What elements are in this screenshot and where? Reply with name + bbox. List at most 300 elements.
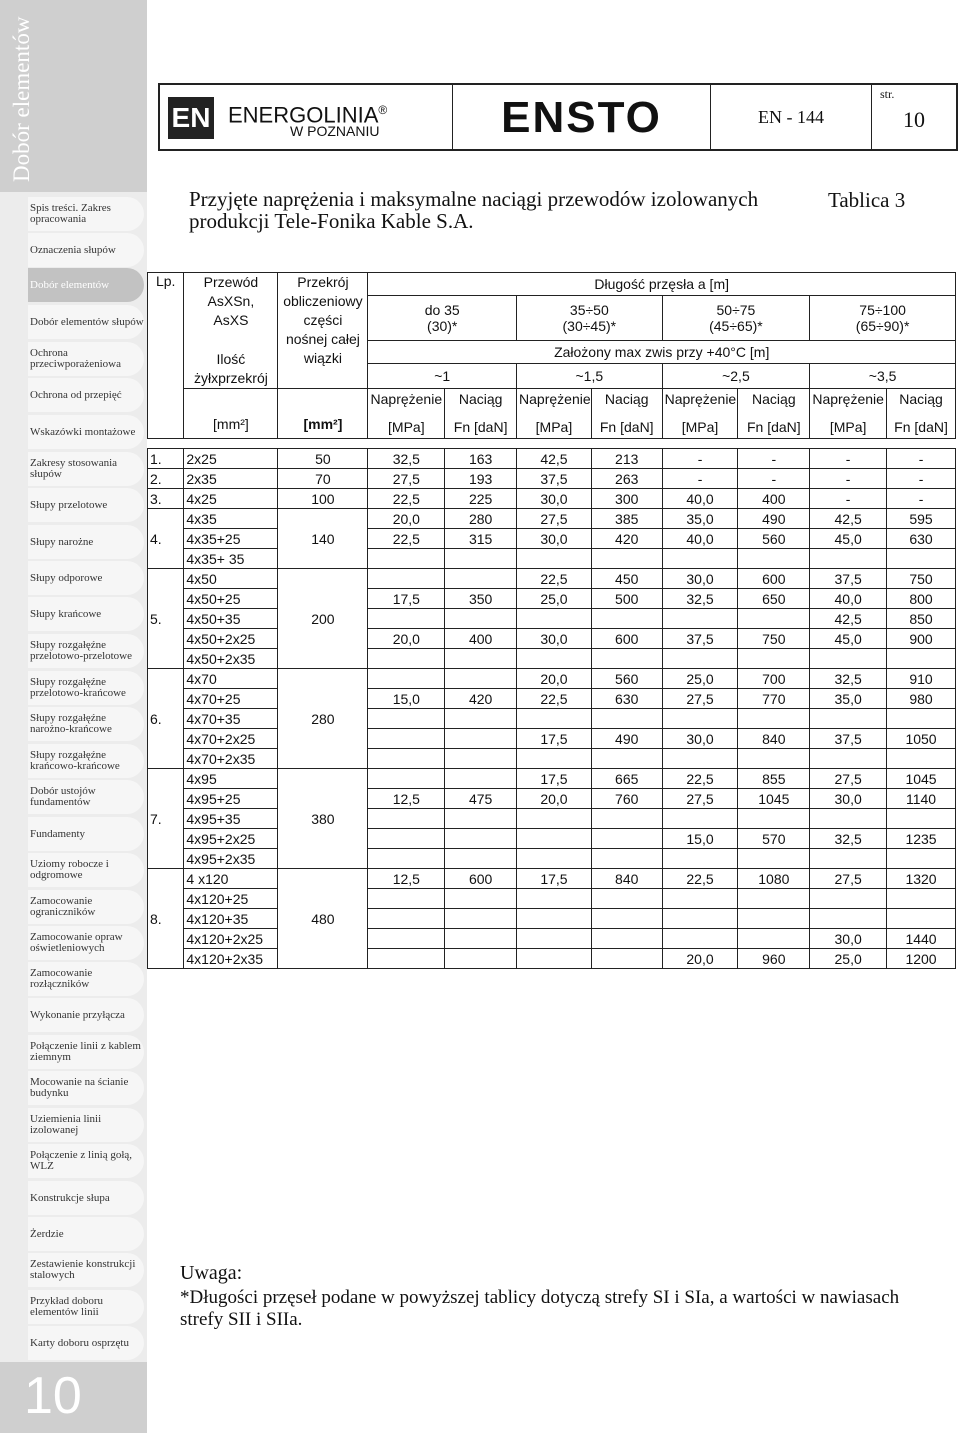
sidebar-item[interactable]: Wykonanie przyłącza <box>28 998 144 1032</box>
row-value: 350 <box>445 589 517 609</box>
row-przewod: 4x50+25 <box>184 589 278 609</box>
row-value: 37,5 <box>810 569 887 589</box>
span-2-alt: (30÷45)* <box>562 318 617 335</box>
row-value: 630 <box>887 529 956 549</box>
row-value <box>810 709 887 729</box>
row-value: - <box>887 489 956 509</box>
tension-table <box>147 272 956 969</box>
row-value <box>887 649 956 669</box>
sidebar-item[interactable]: Uziemienia linii izolowanej <box>28 1108 144 1142</box>
row-value <box>445 549 517 569</box>
unit-mpa: [MPa] <box>829 419 867 435</box>
row-value <box>368 709 445 729</box>
table-row <box>148 829 956 849</box>
row-przewod: 4x50 <box>184 569 278 589</box>
row-value: 315 <box>445 529 517 549</box>
row-value: 770 <box>738 689 810 709</box>
row-value <box>445 949 517 969</box>
sidebar-item[interactable]: Ochrona od przepięć <box>28 378 144 412</box>
row-value: 22,5 <box>662 769 738 789</box>
row-value: 600 <box>591 629 662 649</box>
table-row <box>148 769 956 789</box>
zwis-3: ~2,5 <box>662 364 810 389</box>
sidebar-item[interactable]: Żerdzie <box>28 1217 144 1251</box>
row-lp: 3. <box>148 489 184 509</box>
row-value: 35,0 <box>810 689 887 709</box>
header-zyl-text: żyłxprzekrój <box>193 370 268 386</box>
row-value <box>445 669 517 689</box>
sidebar-nav <box>0 0 147 1433</box>
row-value <box>517 889 592 909</box>
row-value: 27,5 <box>810 869 887 889</box>
row-value: 15,0 <box>662 829 738 849</box>
span-1-text: do 35 <box>424 302 460 319</box>
row-value: 17,5 <box>517 729 592 749</box>
row-przewod: 4x120+2x25 <box>184 929 278 949</box>
table-row <box>148 909 956 929</box>
sidebar-item[interactable]: Wskazówki montażowe <box>28 415 144 449</box>
table-row <box>148 869 956 889</box>
row-value <box>662 549 738 569</box>
zwis-1: ~1 <box>368 364 517 389</box>
table-row <box>148 889 956 909</box>
row-value: 20,0 <box>662 949 738 969</box>
header-span-1 <box>368 295 517 341</box>
sidebar-item[interactable]: Konstrukcje słupa <box>28 1181 144 1215</box>
row-lp: 8. <box>148 869 184 969</box>
row-value <box>738 709 810 729</box>
row-value <box>591 809 662 829</box>
row-value <box>445 849 517 869</box>
header-units-row <box>148 389 956 439</box>
header-naprezenie <box>662 389 738 439</box>
row-value <box>445 709 517 729</box>
note-text: *Długości przęseł podane w powyższej tablicy dotyczą strefy SI i SIa, a wartości w nawiasach strefy SII i SIIa. <box>180 1287 900 1330</box>
sidebar-item[interactable]: Słupy narożne <box>28 525 144 559</box>
sidebar-item[interactable]: Słupy rozgałęźne krańcowo-krańcowe <box>28 744 144 778</box>
row-value <box>738 889 810 909</box>
row-value <box>662 709 738 729</box>
sidebar-item[interactable]: Przykład doboru elementów linii <box>28 1290 144 1324</box>
row-value: 840 <box>591 869 662 889</box>
row-value: 12,5 <box>368 869 445 889</box>
company-subtitle: W POZNANIU <box>290 123 380 139</box>
row-value: - <box>662 449 738 469</box>
sidebar-item[interactable]: Zakresy stosowania słupów <box>28 452 144 486</box>
row-value <box>517 849 592 869</box>
row-value <box>591 749 662 769</box>
row-przekroj: 280 <box>278 669 368 769</box>
row-value <box>738 909 810 929</box>
header-naciag <box>591 389 662 439</box>
row-value <box>887 909 956 929</box>
row-value: 960 <box>738 949 810 969</box>
header-zwis: Założony max zwis przy +40°C [m] <box>368 341 956 364</box>
row-value <box>368 809 445 829</box>
row-value: 45,0 <box>810 529 887 549</box>
row-przewod: 4x50+35 <box>184 609 278 629</box>
sidebar-item[interactable]: Fundamenty <box>28 817 144 851</box>
header-mm2: [mm²] <box>278 389 368 439</box>
sidebar-item[interactable]: Dobór ustojów fundamentów <box>28 780 144 814</box>
row-przewod: 4x50+2x25 <box>184 629 278 649</box>
row-value: 27,5 <box>368 469 445 489</box>
row-value <box>887 549 956 569</box>
row-value: - <box>810 469 887 489</box>
sidebar-item[interactable]: Uziomy robocze i odgromowe <box>28 853 144 887</box>
sidebar-item[interactable]: Spis treści. Zakres opracowania <box>28 197 144 231</box>
naciag-label: Naciąg <box>604 391 649 407</box>
table-row <box>148 669 956 689</box>
sidebar-item[interactable]: Słupy rozgałęźne narożno-krańcowe <box>28 707 144 741</box>
row-value <box>810 749 887 769</box>
table-row <box>148 589 956 609</box>
row-value: 27,5 <box>517 509 592 529</box>
row-value: 25,0 <box>810 949 887 969</box>
row-value: 20,0 <box>517 789 592 809</box>
row-przewod: 4x70+2x35 <box>184 749 278 769</box>
row-value: 30,0 <box>517 629 592 649</box>
row-value <box>517 649 592 669</box>
row-value: - <box>887 449 956 469</box>
row-value: 840 <box>738 729 810 749</box>
note <box>180 1262 920 1331</box>
unit-fn: Fn [daN] <box>746 419 801 435</box>
sidebar-item[interactable]: Zamocowanie rozłączników <box>28 962 144 996</box>
unit-fn: Fn [daN] <box>453 419 508 435</box>
header-naprezenie <box>517 389 592 439</box>
row-value: 22,5 <box>517 689 592 709</box>
row-przewod: 4x35+25 <box>184 529 278 549</box>
row-value <box>445 569 517 589</box>
row-value <box>445 769 517 789</box>
note-title: Uwaga: <box>180 1262 243 1284</box>
row-lp: 2. <box>148 469 184 489</box>
row-value: 30,0 <box>662 569 738 589</box>
row-value: 595 <box>887 509 956 529</box>
header-naprezenie <box>810 389 887 439</box>
row-value <box>368 849 445 869</box>
header-naciag <box>887 389 956 439</box>
row-value <box>662 809 738 829</box>
row-value <box>887 709 956 729</box>
row-value: 1050 <box>887 729 956 749</box>
unit-fn: Fn [daN] <box>599 419 654 435</box>
row-przewod: 4x95+25 <box>184 789 278 809</box>
header-przewod <box>184 273 278 389</box>
row-value <box>810 809 887 829</box>
row-value <box>517 709 592 729</box>
row-value <box>591 649 662 669</box>
sidebar-item[interactable]: Zamocowanie opraw oświetleniowych <box>28 926 144 960</box>
row-value <box>662 649 738 669</box>
row-value <box>591 909 662 929</box>
naciag-label: Naciąg <box>899 391 943 407</box>
row-przekroj: 50 <box>278 449 368 469</box>
row-value <box>887 889 956 909</box>
sidebar-item[interactable]: Zamocowanie ograniczników <box>28 890 144 924</box>
table-row <box>148 629 956 649</box>
row-przekroj: 480 <box>278 869 368 969</box>
row-value <box>368 909 445 929</box>
row-value <box>887 809 956 829</box>
row-value <box>517 809 592 829</box>
sidebar-item[interactable]: Karty doboru osprzętu <box>28 1326 144 1360</box>
row-value <box>368 729 445 749</box>
row-value: 1235 <box>887 829 956 849</box>
row-value <box>591 549 662 569</box>
row-value: 560 <box>738 529 810 549</box>
row-value: 1440 <box>887 929 956 949</box>
row-value: 490 <box>738 509 810 529</box>
sidebar-item[interactable]: Słupy odporowe <box>28 561 144 595</box>
en-logo-mark: EN <box>168 97 214 139</box>
table-row <box>148 489 956 509</box>
span-2-text: 35÷50 <box>569 302 609 319</box>
row-value: 20,0 <box>368 509 445 529</box>
row-value: 32,5 <box>810 669 887 689</box>
row-value <box>445 609 517 629</box>
row-value: 760 <box>591 789 662 809</box>
document-number: EN - 144 <box>758 107 824 127</box>
naprezenie-label: Naprężenie <box>664 391 737 407</box>
row-przewod: 4x35+ 35 <box>184 549 278 569</box>
row-value <box>591 889 662 909</box>
row-value: 1200 <box>887 949 956 969</box>
row-value: 213 <box>591 449 662 469</box>
row-value: 700 <box>738 669 810 689</box>
sidebar-header-title: Dobór elementów <box>9 16 34 182</box>
table-row <box>148 729 956 749</box>
sidebar-item[interactable]: Oznaczenia słupów <box>28 233 144 267</box>
row-value <box>662 749 738 769</box>
row-value: 280 <box>445 509 517 529</box>
row-value <box>445 889 517 909</box>
row-value: 35,0 <box>662 509 738 529</box>
row-value: 665 <box>591 769 662 789</box>
row-przekroj: 100 <box>278 489 368 509</box>
row-value <box>591 929 662 949</box>
row-value <box>517 949 592 969</box>
row-value: - <box>738 449 810 469</box>
table-row <box>148 449 956 469</box>
table-row <box>148 549 956 569</box>
row-value: 17,5 <box>517 869 592 889</box>
row-value: 42,5 <box>810 509 887 529</box>
header-span-2 <box>517 295 663 341</box>
ensto-logo: ENSTO <box>501 93 662 142</box>
row-value: 25,0 <box>662 669 738 689</box>
row-value: 20,0 <box>368 629 445 649</box>
row-value <box>738 609 810 629</box>
naprezenie-label: Naprężenie <box>519 391 591 407</box>
page-number: 10 <box>903 107 925 132</box>
row-value: 30,0 <box>662 729 738 749</box>
page-title: Przyjęte naprężenia i maksymalne naciągi przewodów izolowanych produkcji Tele-Fonika Kable S.A. <box>189 187 759 233</box>
row-przekroj: 380 <box>278 769 368 869</box>
row-przewod: 4x95 <box>184 769 278 789</box>
row-value <box>517 749 592 769</box>
row-value: 17,5 <box>368 589 445 609</box>
row-value: 37,5 <box>517 469 592 489</box>
header-czesci-text: części <box>303 312 343 328</box>
table-row <box>148 789 956 809</box>
row-value <box>738 929 810 949</box>
row-value: 22,5 <box>662 869 738 889</box>
row-value <box>810 909 887 929</box>
sidebar-item[interactable]: Dobór elementów słupów <box>28 305 144 339</box>
row-value <box>368 549 445 569</box>
sidebar-item[interactable]: Ochrona przeciwporażeniowa <box>28 342 144 376</box>
sidebar-page-number <box>0 1362 147 1433</box>
sidebar-item[interactable]: Zestawienie konstrukcji stalowych <box>28 1253 144 1287</box>
sidebar-item[interactable]: Słupy rozgałęźne przelotowo-krańcowe <box>28 671 144 705</box>
header-span-4 <box>810 295 956 341</box>
row-value: 163 <box>445 449 517 469</box>
naprezenie-label: Naprężenie <box>812 391 884 407</box>
row-value: 15,0 <box>368 689 445 709</box>
sidebar-header <box>0 0 147 192</box>
naprezenie-label: Naprężenie <box>370 391 443 407</box>
sidebar-item[interactable]: Słupy rozgałęźne przelotowo-przelotowe <box>28 634 144 668</box>
row-value <box>368 569 445 589</box>
page-number-cell <box>872 85 956 149</box>
row-value: 27,5 <box>662 689 738 709</box>
header-naciag <box>738 389 810 439</box>
company-logo-cell <box>160 85 453 149</box>
row-value: 30,0 <box>517 529 592 549</box>
sidebar-item[interactable]: Połączenie linii z kablem ziemnym <box>28 1035 144 1069</box>
row-lp: 6. <box>148 669 184 769</box>
header-naciag <box>445 389 517 439</box>
row-value: 30,0 <box>810 789 887 809</box>
table-row <box>148 529 956 549</box>
row-przewod: 4 x120 <box>184 869 278 889</box>
registered-mark: ® <box>378 103 388 117</box>
row-value: 12,5 <box>368 789 445 809</box>
row-value: 193 <box>445 469 517 489</box>
row-value <box>810 549 887 569</box>
row-value <box>368 749 445 769</box>
row-value: 22,5 <box>517 569 592 589</box>
row-value: 650 <box>738 589 810 609</box>
table-row <box>148 709 956 729</box>
row-value: 20,0 <box>517 669 592 689</box>
row-przekroj: 140 <box>278 509 368 569</box>
header-nosnej-text: nośnej całej <box>285 331 360 347</box>
row-value: - <box>810 449 887 469</box>
sidebar-item[interactable]: Słupy krańcowe <box>28 597 144 631</box>
zwis-2: ~1,5 <box>517 364 663 389</box>
row-value <box>368 669 445 689</box>
row-przewod: 4x70+35 <box>184 709 278 729</box>
row-value <box>662 909 738 929</box>
row-value <box>368 889 445 909</box>
row-value: 800 <box>887 589 956 609</box>
row-przewod: 4x70+25 <box>184 689 278 709</box>
row-value: 30,0 <box>810 929 887 949</box>
row-value <box>662 929 738 949</box>
row-value: 420 <box>445 689 517 709</box>
unit-mpa: [MPa] <box>388 419 425 435</box>
row-value <box>738 749 810 769</box>
header-lp: Lp. <box>148 273 184 439</box>
row-przewod: 4x25 <box>184 489 278 509</box>
row-przewod: 4x95+35 <box>184 809 278 829</box>
header-przewod-text: Przewód <box>203 274 259 290</box>
row-value: 42,5 <box>810 609 887 629</box>
row-przewod: 4x70 <box>184 669 278 689</box>
row-value: 32,5 <box>368 449 445 469</box>
row-value <box>591 949 662 969</box>
span-3-text: 50÷75 <box>716 302 756 319</box>
company-name-text: ENERGOLINIA <box>228 102 379 128</box>
page-header <box>158 83 958 151</box>
row-value <box>662 849 738 869</box>
row-value: 855 <box>738 769 810 789</box>
row-value: 17,5 <box>517 769 592 789</box>
row-value <box>517 829 592 849</box>
row-value <box>445 829 517 849</box>
row-value: 225 <box>445 489 517 509</box>
row-value <box>591 849 662 869</box>
row-przewod: 2x25 <box>184 449 278 469</box>
table-row <box>148 949 956 969</box>
row-value <box>810 849 887 869</box>
row-value: 40,0 <box>662 489 738 509</box>
row-value: 22,5 <box>368 529 445 549</box>
table-row <box>148 649 956 669</box>
row-value: 1045 <box>887 769 956 789</box>
row-value <box>445 649 517 669</box>
row-value: 32,5 <box>810 829 887 849</box>
row-przekroj: 70 <box>278 469 368 489</box>
table-row <box>148 749 956 769</box>
header-oblicz-text: obliczeniowy <box>283 293 363 309</box>
row-value <box>368 929 445 949</box>
row-value: 32,5 <box>662 589 738 609</box>
sidebar-item[interactable]: Połączenie z linią gołą, WLZ <box>28 1144 144 1178</box>
row-value <box>445 749 517 769</box>
row-przewod: 4x120+25 <box>184 889 278 909</box>
header-asxsn-text: AsXSn, <box>207 293 255 309</box>
row-przekroj: 200 <box>278 569 368 669</box>
row-value: 980 <box>887 689 956 709</box>
row-przewod: 4x70+2x25 <box>184 729 278 749</box>
row-value <box>887 749 956 769</box>
sidebar-item[interactable]: Dobór elementów <box>28 268 144 302</box>
document-number-cell <box>711 85 872 149</box>
row-value: 600 <box>738 569 810 589</box>
row-value: 570 <box>738 829 810 849</box>
header-naprezenie <box>368 389 445 439</box>
header-przekroj <box>278 273 368 389</box>
sidebar-item[interactable]: Mocowanie na ścianie budynku <box>28 1071 144 1105</box>
row-value <box>445 729 517 749</box>
row-value <box>517 909 592 929</box>
sidebar-item[interactable]: Słupy przelotowe <box>28 488 144 522</box>
unit-mpa: [MPa] <box>681 419 719 435</box>
sidebar-page-number-text: 10 <box>24 1367 82 1425</box>
row-value <box>368 769 445 789</box>
brand-logo-cell <box>453 85 711 149</box>
row-value: 45,0 <box>810 629 887 649</box>
row-value <box>517 549 592 569</box>
row-value <box>810 889 887 909</box>
table-body <box>148 439 956 969</box>
row-value <box>517 609 592 629</box>
row-value: 25,0 <box>517 589 592 609</box>
